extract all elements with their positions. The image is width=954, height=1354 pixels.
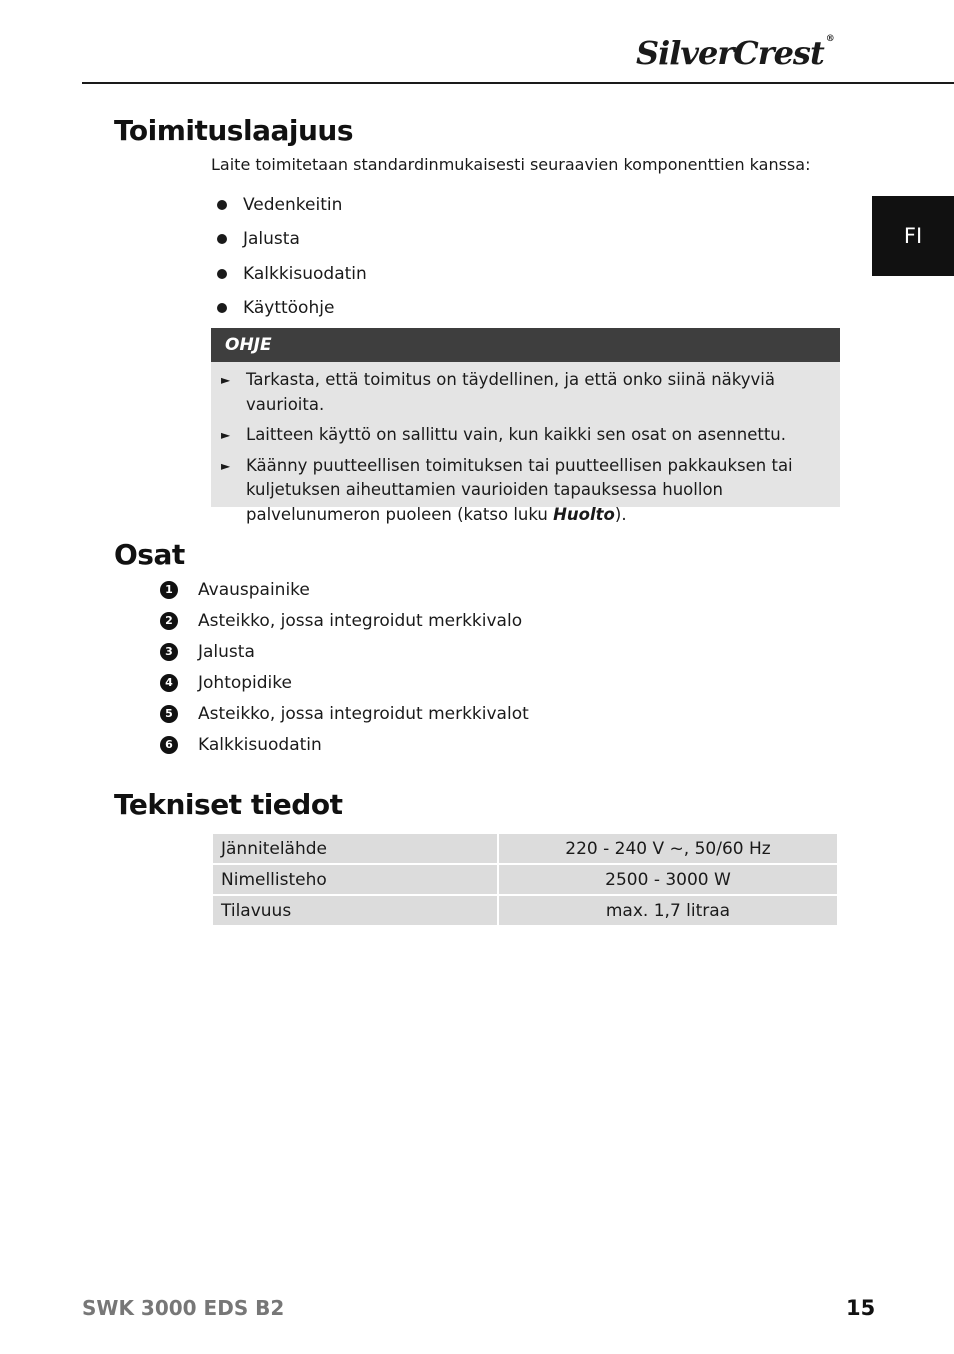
bullet-icon [217, 303, 227, 313]
note-item [221, 368, 832, 417]
number-badge-icon: 1 [160, 581, 178, 599]
delivery-intro: Laite toimitetaan standardinmukaisesti seuraavien komponenttien kanssa: [211, 155, 811, 174]
note-item [221, 423, 832, 448]
note-item-text: Laitteen käyttö on sallittu vain, kun kaikki sen osat on asennettu. [246, 425, 786, 444]
list-item [217, 291, 367, 325]
arrow-right-icon: ► [221, 373, 231, 387]
part-item [160, 636, 529, 667]
specs-title: Tekniset tiedot [114, 788, 343, 821]
note-heading: OHJE [211, 328, 840, 362]
arrow-right-icon: ► [221, 458, 231, 473]
spec-value: 220 - 240 V ~, 50/60 Hz [498, 833, 838, 864]
number-badge-icon: 2 [160, 612, 178, 630]
spec-value: 2500 - 3000 W [498, 864, 838, 895]
note-item-text: Tarkasta, että toimitus on täydellinen, ja että onko siinä näkyviä vaurioita. [246, 370, 775, 414]
list-item-label: Kalkkisuodatin [243, 263, 367, 284]
number-badge-icon: 4 [160, 674, 178, 692]
note-item-end: ). [614, 504, 627, 524]
number-badge-icon: 3 [160, 643, 178, 661]
delivery-list [217, 188, 367, 325]
spec-label: Tilavuus [212, 895, 498, 926]
part-label: Asteikko, jossa integroidut merkkivalot [198, 703, 529, 724]
chapter-reference: Huolto [553, 504, 615, 524]
part-item [160, 667, 529, 698]
language-tab: FI [872, 196, 954, 276]
number-badge-icon: 6 [160, 736, 178, 754]
part-label: Johtopidike [198, 672, 292, 693]
part-item [160, 605, 529, 636]
parts-list [160, 574, 529, 760]
bullet-icon [217, 269, 227, 279]
spec-label: Jännitelähde [212, 833, 498, 864]
list-item-label: Käyttöohje [243, 298, 335, 319]
list-item [217, 257, 367, 291]
footer-model: SWK 3000 EDS B2 [82, 1296, 285, 1320]
table-row [212, 895, 838, 926]
brand-name: SilverCrest [636, 34, 824, 72]
brand-logo [636, 34, 834, 72]
table-row [212, 864, 838, 895]
part-label: Asteikko, jossa integroidut merkkivalo [198, 610, 523, 631]
spec-value: max. 1,7 litraa [498, 895, 838, 926]
table-row [212, 833, 838, 864]
number-badge-icon: 5 [160, 705, 178, 723]
list-item [217, 222, 367, 256]
list-item-label: Vedenkeitin [243, 195, 343, 216]
page-number: 15 [846, 1296, 876, 1320]
delivery-title: Toimituslaajuus [114, 114, 353, 147]
part-item [160, 698, 529, 729]
parts-title: Osat [114, 538, 185, 571]
note-box [211, 328, 840, 524]
note-item [221, 454, 832, 528]
header-rule [82, 82, 954, 84]
arrow-right-icon: ► [221, 428, 231, 442]
part-label: Kalkkisuodatin [198, 734, 322, 755]
part-item [160, 574, 529, 605]
bullet-icon [217, 234, 227, 244]
specs-table [211, 832, 839, 927]
registered-mark: ® [825, 34, 834, 44]
part-label: Avauspainike [198, 579, 310, 600]
part-item [160, 729, 529, 760]
note-item-text: Käänny puutteellisen toimituksen tai puutteellisen pakkauksen tai kuljetuksen aiheuttamien vaurioiden tapauksessa huollon palvelunumeron puoleen (katso luku [246, 455, 793, 524]
note-list [211, 362, 840, 527]
part-label: Jalusta [198, 641, 255, 662]
list-item [217, 188, 367, 222]
spec-label: Nimellisteho [212, 864, 498, 895]
list-item-label: Jalusta [243, 229, 300, 250]
bullet-icon [217, 200, 227, 210]
